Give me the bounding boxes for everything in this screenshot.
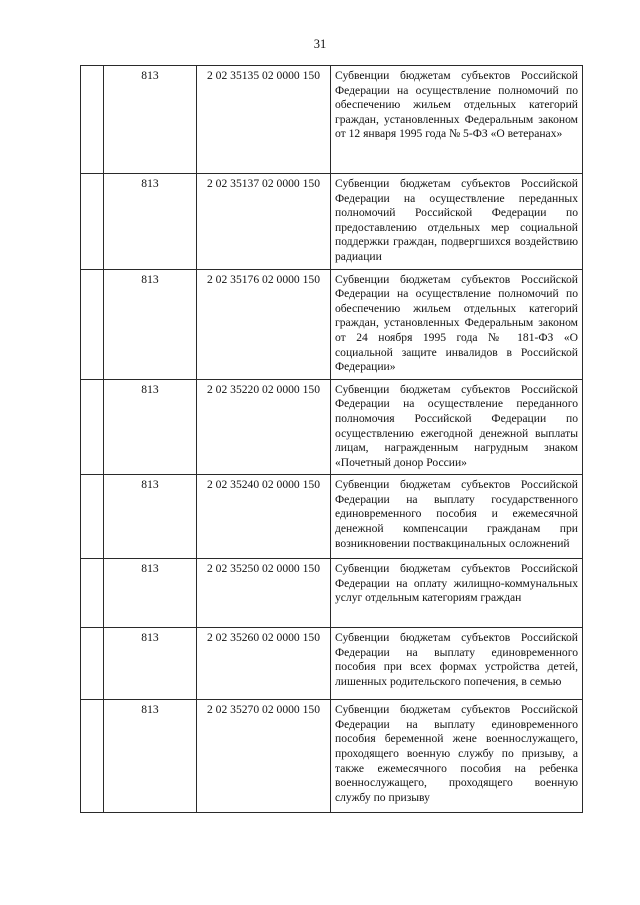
revenue-name-cell <box>331 269 583 379</box>
revenue-name-cell <box>331 628 583 700</box>
blank-cell <box>81 269 104 379</box>
budget-code-cell: 2 02 35176 02 0000 150 <box>197 269 331 379</box>
table-row <box>81 475 583 559</box>
admin-code-cell: 813 <box>104 700 197 813</box>
table-row <box>81 628 583 700</box>
budget-code-cell: 2 02 35270 02 0000 150 <box>197 700 331 813</box>
admin-code-cell: 813 <box>104 559 197 628</box>
table-row <box>81 174 583 270</box>
revenue-name-cell <box>331 66 583 174</box>
admin-code-cell: 813 <box>104 475 197 559</box>
blank-cell <box>81 379 104 475</box>
page-number: 31 <box>313 37 327 51</box>
blank-cell <box>81 475 104 559</box>
table-row <box>81 269 583 379</box>
revenue-name-text: Субвенции бюджетам субъектов Российской Федерации на осуществление полномочий по обеспечению жильем отдельных категорий граждан, установленных Федеральным законом от 24 ноября 1995 года № 181-ФЗ «О социальной защите инвалидов в Российской Федерации» <box>335 272 578 374</box>
budget-code-cell: 2 02 35135 02 0000 150 <box>197 66 331 174</box>
table-row <box>81 700 583 813</box>
revenue-name-cell <box>331 475 583 559</box>
revenue-name-text: Субвенции бюджетам субъектов Российской Федерации на выплату единовременного пособия беременной жене военнослужащего, проходящего военную службу по призыву, а также ежемесячного пособия на ребенка военнослужащего, проходящего военную службу по призыву <box>335 703 578 804</box>
revenue-name-text: Субвенции бюджетам субъектов Российской Федерации на осуществление полномочий по обеспечению жильем отдельных категорий граждан, установленных Федеральным законом от 12 января 1995 года № 5-ФЗ «О ветеранах» <box>335 69 578 141</box>
revenue-name-cell <box>331 559 583 628</box>
blank-cell <box>81 700 104 813</box>
revenue-name-text: Субвенции бюджетам субъектов Российской Федерации на осуществление переданных полномочий Российской Федерации по предоставлению отдельных мер социальной поддержки граждан, подвергшихся воздействию радиации <box>335 177 578 263</box>
blank-cell <box>81 66 104 174</box>
table-row <box>81 379 583 475</box>
revenue-name-text: Субвенции бюджетам субъектов Российской Федерации на осуществление переданного полномочия Российской Федерации по осуществлению ежегодной денежной выплаты лицам, награжденным нагрудным знаком «Почетный донор России» <box>335 382 578 469</box>
blank-cell <box>81 174 104 270</box>
admin-code-cell: 813 <box>104 379 197 475</box>
revenue-name-cell <box>331 174 583 270</box>
table-row <box>81 66 583 174</box>
admin-code-cell: 813 <box>104 269 197 379</box>
table-row <box>81 559 583 628</box>
blank-cell <box>81 628 104 700</box>
budget-revenue-table <box>80 65 583 813</box>
revenue-name-cell <box>331 700 583 813</box>
budget-code-cell: 2 02 35137 02 0000 150 <box>197 174 331 270</box>
admin-code-cell: 813 <box>104 628 197 700</box>
budget-code-cell: 2 02 35240 02 0000 150 <box>197 475 331 559</box>
admin-code-cell: 813 <box>104 66 197 174</box>
blank-cell <box>81 559 104 628</box>
revenue-name-text: Субвенции бюджетам субъектов Российской Федерации на оплату жилищно-коммунальных услуг отдельным категориям граждан <box>335 562 578 605</box>
revenue-name-text: Субвенции бюджетам субъектов Российской Федерации на выплату государственного единовременного пособия и ежемесячной денежной компенсации гражданам при возникновении поствакцинальных осложнений <box>335 478 578 550</box>
revenue-name-text: Субвенции бюджетам субъектов Российской Федерации на выплату единовременного пособия при всех формах устройства детей, лишенных родительского попечения, в семью <box>335 631 578 689</box>
budget-code-cell: 2 02 35220 02 0000 150 <box>197 379 331 475</box>
budget-code-cell: 2 02 35250 02 0000 150 <box>197 559 331 628</box>
budget-code-cell: 2 02 35260 02 0000 150 <box>197 628 331 700</box>
admin-code-cell: 813 <box>104 174 197 270</box>
revenue-name-cell <box>331 379 583 475</box>
